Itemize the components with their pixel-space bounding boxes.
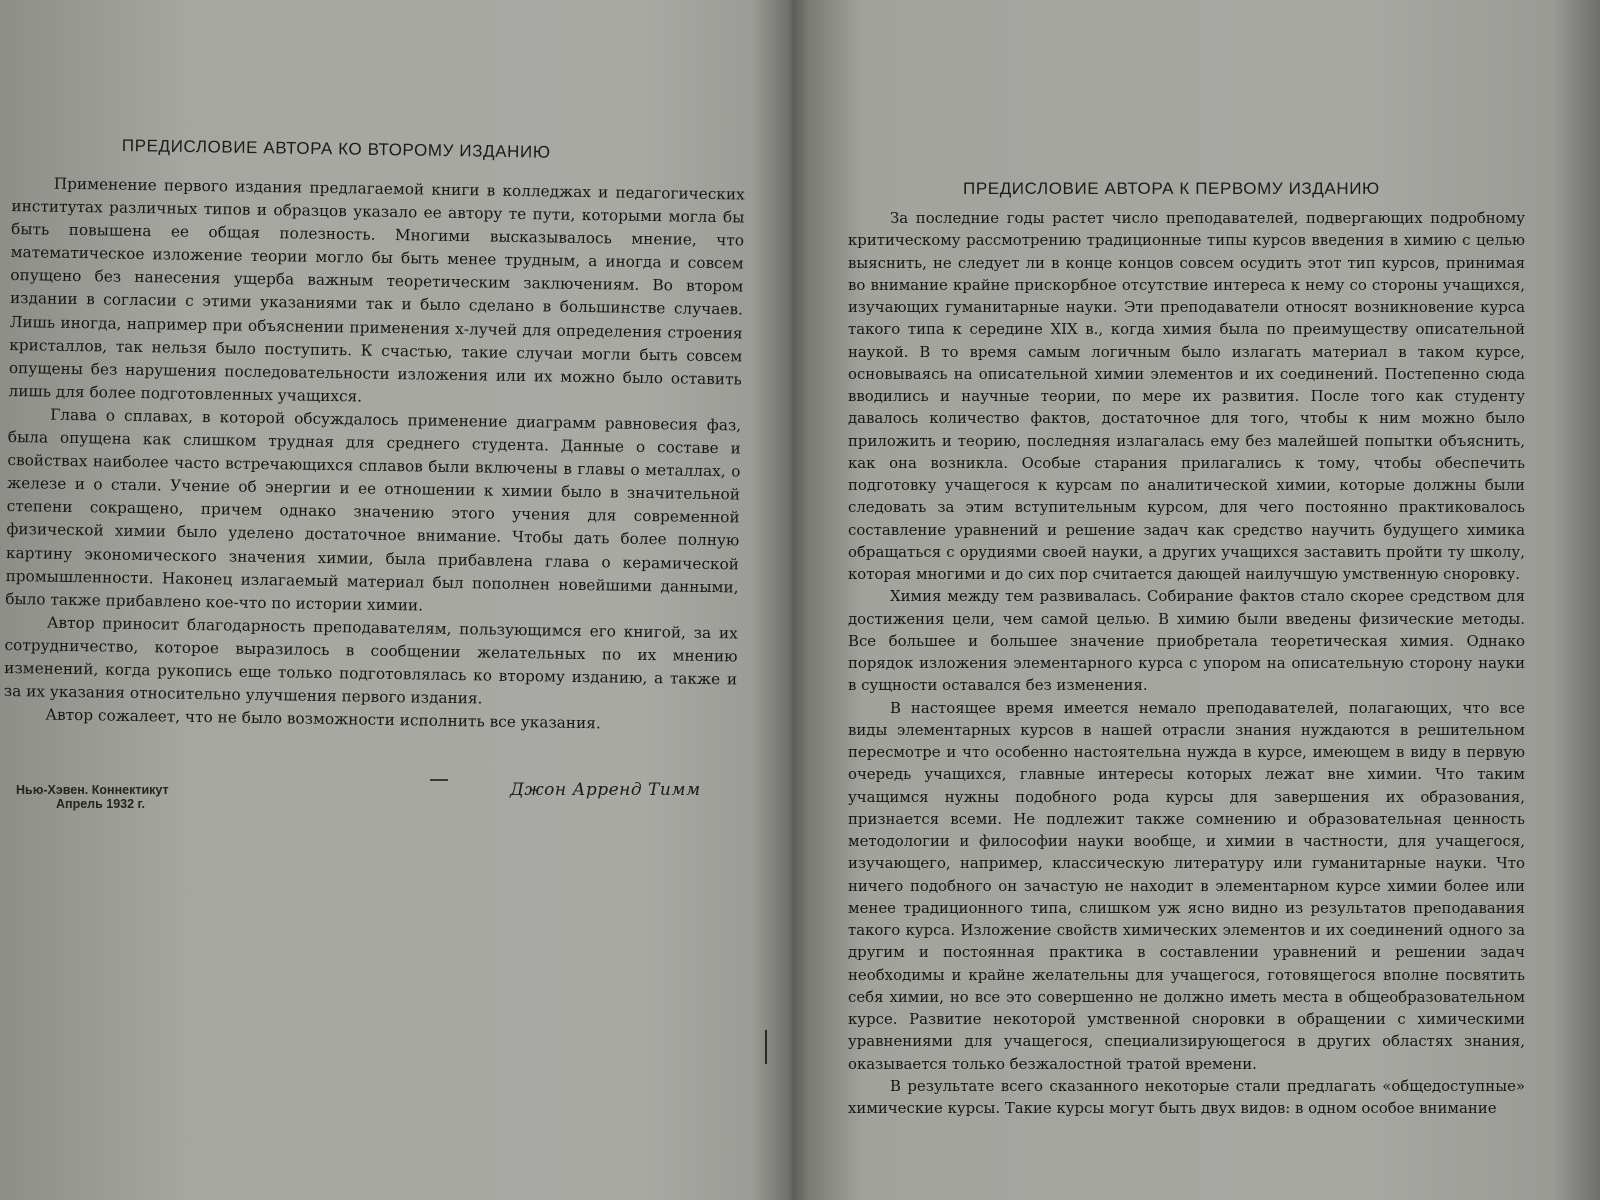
right-page [770, 0, 1600, 1200]
body-text [848, 207, 1525, 1119]
author-signature: Джон Арренд Тимм [510, 780, 701, 800]
paragraph: Применение первого издания предлагаемой книги в колледжах и педагогических институтах различных типов и образцов указало ее автору те пути, которыми могла бы быть повышена ее общая полезность. Многими высказывалось мнение, что математическое изложение теории могло бы быть менее трудным, а иногда и совсем опущено без нанесения ущерба важным теоретическим заключениям. Во втором издании в согласии с этими указаниями так и было сделано в большинстве случаев. Лишь иногда, например при объяснении применения х-лучей для определения строения кристаллов, так нельзя было поступить. К счастью, такие случаи могли быть совсем опущены без нарушения последовательности изложения или их можно было оставить лишь для более подготовленных учащихся. [8, 174, 745, 406]
binding-thread [765, 1030, 767, 1064]
place-and-date [16, 783, 169, 811]
date: Апрель 1932 г. [56, 797, 145, 811]
body-text [3, 172, 745, 738]
paragraph: В настоящее время имеется немало преподавателей, полагающих, что все виды элементарных курсов в нашей отрасли знания нуждаются в решительном пересмотре и что особенно настоятельна нужда в курсе, имеющем в виду в первую очередь учащихся, главные интересы которых лежат вне химии. Что таким учащимся нужны подобного рода курсы для завершения их образования, признается всеми. Не подлежит также сомнению и образовательная ценность методологии и философии науки вообще, и химии в частности, для учащегося, изучающего, например, классическую литературу или гуманитарные науки. Что ничего подобного он зачастую не находит в элементарном курсе химии более или менее традиционного типа, слишком уж ясно видно из результатов преподавания такого курса. Изложение свойств химических элементов и их соединений одного за другим и постоянная практика в составлении уравнений и решении задач необходимы и крайне желательны для учащегося, готовящегося вполне посвятить себя химии, но все это совершенно не должно иметь места в общеобразовательном курсе. Развитие некоторой умственной сноровки в обращении с химическими уравнениями для учащегося, специализирующегося в других областях знания, оказывается только безжалостной тратой времени. [848, 698, 1525, 1073]
paragraph: В результате всего сказанного некоторые стали предлагать «общедоступные» химические курсы. Такие курсы могут быть двух видов: в одном особое внимание [848, 1076, 1525, 1117]
paragraph: Глава о сплавах, в которой обсуждалось применение диаграмм равновесия фаз, была опущена как слишком трудная для среднего студента. Данные о составе и свойствах наиболее часто встречающихся сплавов были включены в главы о металлах, о железе и о стали. Учение об энергии и ее отношении к химии было в значительной степени сокращено, причем однако значению этого учения для современной физической химии было уделено достаточное внимание. Чтобы дать более полную картину экономического значения химии, была прибавлена глава о керамической промышленности. Наконец излагаемый материал был пополнен новейшими данными, было также прибавлено кое-что по истории химии. [5, 405, 742, 615]
place: Нью-Хэвен. Коннектикут [16, 783, 169, 797]
divider [430, 779, 448, 781]
page-heading: ПРЕДИСЛОВИЕ АВТОРА КО ВТОРОМУ ИЗДАНИЮ [121, 136, 551, 162]
paragraph: За последние годы растет число преподавателей, подвергающих подробному критическому рассмотрению традиционные типы курсов введения в химию с целью выяснить, не следует ли в конце концов совсем осудить этот тип курсов, принимая во внимание крайне прискорбное отсутствие интереса к нему со стороны учащихся, изучающих гуманитарные науки. Эти преподаватели относят возникновение курса такого типа к середине XIX в., когда химия была по преимуществу описательной наукой. В то время самым логичным было излагать материал в таком курсе, основываясь на описательной химии элементов и их соединений. Постепенно сюда вводились и научные теории, по мере их развития. После того как студенту давалось количество фактов, достаточное для того, чтобы к ним можно было приложить и теорию, последняя излагалась ему без малейшей попытки объяснить, как она возникла. Особые старания прилагались к тому, чтобы обеспечить подготовку учащегося к курсам по аналитической химии, которые должны были следовать за этим вступительным курсом, для чего постоянно практиковалось составление уравнений и решение задач как средство научить будущего химика обращаться с орудиями своей науки, а других учащихся заставить пройти ту школу, которая многими и до сих пор считается дающей наилучшую умственную сноровку. [848, 209, 1525, 583]
paragraph: Химия между тем развивалась. Собирание фактов стало скорее средством для достижения цели, чем самой целью. В химию были введены физические методы. Все большее и большее значение приобретала теоретическая химия. Однако порядок изложения элементарного курса с упором на описательную сторону науки в сущности оставался без изменения. [848, 587, 1525, 695]
paragraph: Автор сожалеет, что не было возможности исполнить все указания. [45, 705, 601, 733]
paragraph: Автор приносит благодарность преподавателям, пользующимся его книгой, за их сотрудничество, которое выразилось в сообщении желательных по их мнению изменений, когда рукопись еще только подготовлялась ко второму изданию, а также и за их указания относительно улучшения первого издания. [3, 613, 738, 708]
page-heading: ПРЕДИСЛОВИЕ АВТОРА К ПЕРВОМУ ИЗДАНИЮ [963, 179, 1380, 198]
left-page [0, 0, 770, 1200]
